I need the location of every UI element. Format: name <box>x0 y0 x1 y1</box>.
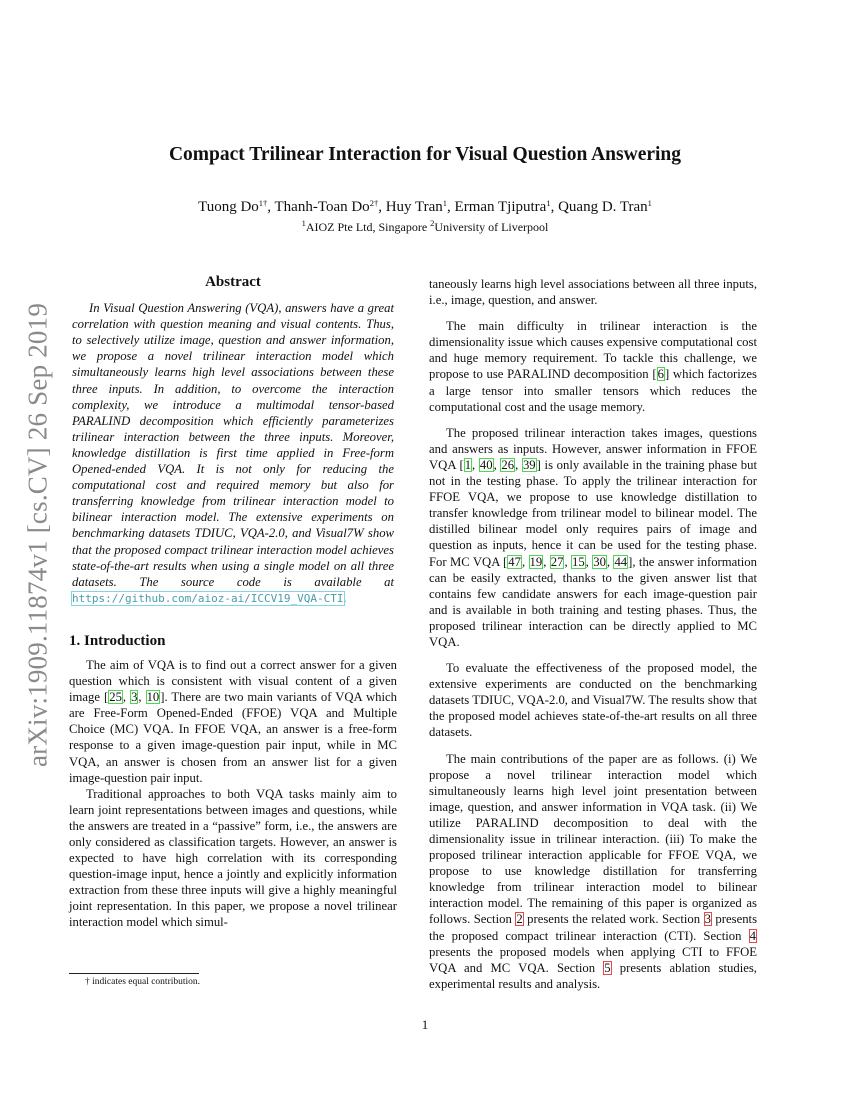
affiliation-name: University of Liverpool <box>434 220 549 234</box>
author-sup: 1 <box>647 198 652 208</box>
citation-link[interactable]: 27 <box>550 554 564 569</box>
intro-paragraph-1: The aim of VQA is to find out a correct answer for a given question which is consistent with visual content of a given image [25, 3, 10]. There are two main variants of VQA which are Free-Form Opened-Ended (FFOE) VQA and Multiple Choice (MC) VQA. In FFOE VQA, an answer is a free-form response to a given image-question pair input, while in MC VQA, an answer is chosen from an answer list for a given image-question pair input. <box>69 657 397 785</box>
citation-link[interactable]: 30 <box>593 554 606 569</box>
intro-paragraph-4: The proposed trilinear interaction takes images, questions and answers as inputs. However, answer information in FFOE VQA [1, 40, 26, 39] is only available in the training phase but not in the testing phase. To apply the trilinear interaction for FFOE VQA, we propose to use knowledge distillation to transfer knowledge from trilinear model to bilinear model. The distilled bilinear model only requires pairs of image and question as inputs, hence it can be used for the testing phase. For MC VQA [47, 19, 27, 15, 30, 44], the answer information can be easily extracted, thanks to the given answer list that contains few candidate answers for each image-question pair and is available in both training and testing phases. Thus, the proposed trilinear interaction can be directly applied to MC VQA. <box>429 425 757 649</box>
intro-paragraph-6 <box>429 751 757 992</box>
author-sup: 1 <box>546 198 551 208</box>
citation-link[interactable]: 1 <box>464 457 472 472</box>
affiliation-sup: 2 <box>430 218 435 228</box>
paper-title: Compact Trilinear Interaction for Visual Question Answering <box>168 144 682 165</box>
section-ref-link[interactable]: 4 <box>749 928 756 943</box>
abstract-heading: Abstract <box>205 274 261 290</box>
text-span: , the answer information can be easily extracted, thanks to the given answer list that contains few candidate answers for each image-question pair and is available in both training and testing phases. Thus, the proposed trilinear interaction can be directly applied to MC VQA. <box>429 554 757 649</box>
citation-link[interactable]: 39 <box>522 457 536 472</box>
text-span: presents the proposed models when applying CTI to FFOE VQA and MC VQA. Section <box>429 944 757 975</box>
author-list: Tuong $Do^{1\dagger}$, Thanh-Toan $Do^{2\dagger}$, Huy Tran$^1$, Erman Tjiputra$^1$, Quang D. Tran$^1$ <box>198 198 652 215</box>
author-name: Huy Tran <box>385 199 443 215</box>
intro-paragraph-5: To evaluate the effectiveness of the proposed model, the extensive experiments are conducted on the benchmarking datasets TDIUC, VQA-2.0, and Visual7W. The results show that the proposed model achieves state-of-the-art results on all three datasets. <box>429 661 757 740</box>
author-name: Erman Tjiputra <box>454 199 547 215</box>
section-ref-link[interactable]: 2 <box>516 912 523 927</box>
text-span: presents the related work. Section <box>523 912 704 927</box>
footnote-rule <box>69 973 199 974</box>
left-column <box>69 274 397 931</box>
text-span: presents the proposed compact trilinear interaction (CTI). Section <box>429 912 758 943</box>
footnote: † indicates equal contribution. <box>85 977 201 987</box>
right-column <box>429 276 757 992</box>
text-span: which factorizes a large tensor into smaller tensors which reduces the computational cost and the usage memory. <box>429 367 757 414</box>
intro-paragraph-3: The main difficulty in trilinear interaction is the dimensionality issue which causes expensive computational cost and huge memory requirement. To tackle this challenge, we propose to use PARALIND decomposition [6] which factorizes a large tensor into smaller tensors which reduces the computational cost and the usage memory. <box>429 319 757 414</box>
text-span: The aim of VQA is to find out a correct answer for a given question which is consistent with visual content of a given image <box>69 657 397 705</box>
abstract-body <box>69 300 397 607</box>
section-ref-link[interactable]: 3 <box>704 912 711 927</box>
author-sup: 1† <box>258 198 268 208</box>
text-span: The proposed trilinear interaction takes images, questions and answers as inputs. However, answer information in FFOE VQA <box>429 425 757 472</box>
affiliation-sup: 1 <box>301 218 306 228</box>
arxiv-identifier: arXiv:1909.11874v1 [cs.CV] 26 Sep 2019 <box>22 302 53 768</box>
intro-paragraph-2-continued: taneously learns high level associations between all three inputs, i.e., image, question, and answer. <box>429 277 757 308</box>
citation-link[interactable]: 19 <box>529 554 543 569</box>
citation-link[interactable]: 10 <box>146 690 160 705</box>
citation-link[interactable]: 25 <box>109 690 122 705</box>
author-name: Thanh-Toan Do <box>274 199 370 215</box>
citation-link[interactable]: 47 <box>508 554 521 569</box>
arxiv-sidebar <box>18 290 58 780</box>
text-span: presents ablation studies, experimental results and analysis. <box>429 960 757 991</box>
citation-link[interactable]: 26 <box>501 457 515 472</box>
affiliations <box>0 220 850 235</box>
text-span: . There are two main variants of VQA which are Free-Form Opened-Ended (FFOE) VQA and Multiple Choice (MC) VQA. In FFOE VQA, an answer is a free-form response to a given image-question pair input, while in MC VQA, an answer is chosen from an answer list for a given image-question pair input. <box>69 690 397 785</box>
citation-link[interactable]: 3 <box>131 690 138 705</box>
text-span: is only available in the training phase but not in the testing phase. To apply the trilinear interaction for FFOE VQA, we propose to use knowledge distillation to transfer knowledge from trilinear model to bilinear model. The distilled bilinear model only requires pairs of image and question as inputs, hence it can be used for the testing phase. For MC VQA <box>429 457 757 569</box>
intro-paragraph-2: Traditional approaches to both VQA tasks mainly aim to learn joint representations between images and questions, while the answers are treated in a “passive” form, i.e., the answers are only considered as classification targets. However, an answer is expected to have high correlation with its corresponding question-image input, hence a jointly and explicitly information extraction from these three inputs will give a highly meaningful joint representation. In this paper, we propose a novel trilinear interaction model which simul- <box>69 786 397 930</box>
source-code-link[interactable]: https://github.com/aioz-ai/ICCV19_VQA-CTI <box>72 591 344 605</box>
author-name: Tuong Do <box>198 199 259 215</box>
abstract-text: In Visual Question Answering (VQA), answers have a great correlation with question meaning and visual contents. Thus, to selectively utilize image, question and answer information, we propose a novel trilinear interaction model which simultaneously learns high level associations between these three inputs. In addition, to overcome the interaction complexity, we introduce a multimodal tensor-based PARALIND decomposition which efficiently parameterizes trilinear interaction between the three inputs. Moreover, knowledge distillation is first time applied in Free-form Opened-ended VQA. It is not only for reducing the computational cost and required memory but also for transferring knowledge from trilinear interaction model to bilinear interaction model. The extensive experiments on benchmarking datasets TDIUC, VQA-2.0, and Visual7W show that the proposed compact trilinear interaction model achieves state-of-the-art results when using a single model on all three datasets. The source code is available at <box>72 301 394 589</box>
page-number: 1 <box>421 1017 429 1032</box>
author-name: Quang D. Tran <box>558 199 648 215</box>
citation-link[interactable]: 6 <box>657 367 664 382</box>
text-span: The main contributions of the paper are as follows. (i) We propose a novel trilinear interaction model which simultaneously learns high level joint presentation between image, question, and answer information in VQA task. (ii) We utilize PARALIND decomposition to deal with the dimensionality issue in trilinear interaction. (iii) To make the proposed trilinear interaction applicable for FFOE VQA, we propose to use knowledge distillation for transferring knowledge from trilinear interaction model to bilinear interaction model. The remaining of this paper is organized as follows. Section <box>429 751 757 927</box>
affiliation-name: AIOZ Pte Ltd, Singapore <box>305 220 428 234</box>
section-heading-introduction: 1. Introduction <box>69 632 166 649</box>
section-ref-link[interactable]: 5 <box>604 960 611 975</box>
abstract-end: . <box>343 590 347 605</box>
citation-link[interactable]: 15 <box>571 554 585 569</box>
author-sup: 2† <box>369 198 379 208</box>
author-sup: 1 <box>442 198 448 208</box>
text-span: The main difficulty in trilinear interaction is the dimensionality issue which causes expensive computational cost and huge memory requirement. To tackle this challenge, we propose to use PARALIND decomposition <box>429 319 757 382</box>
citation-link[interactable]: 40 <box>479 457 493 472</box>
citation-link[interactable]: 44 <box>614 554 628 569</box>
